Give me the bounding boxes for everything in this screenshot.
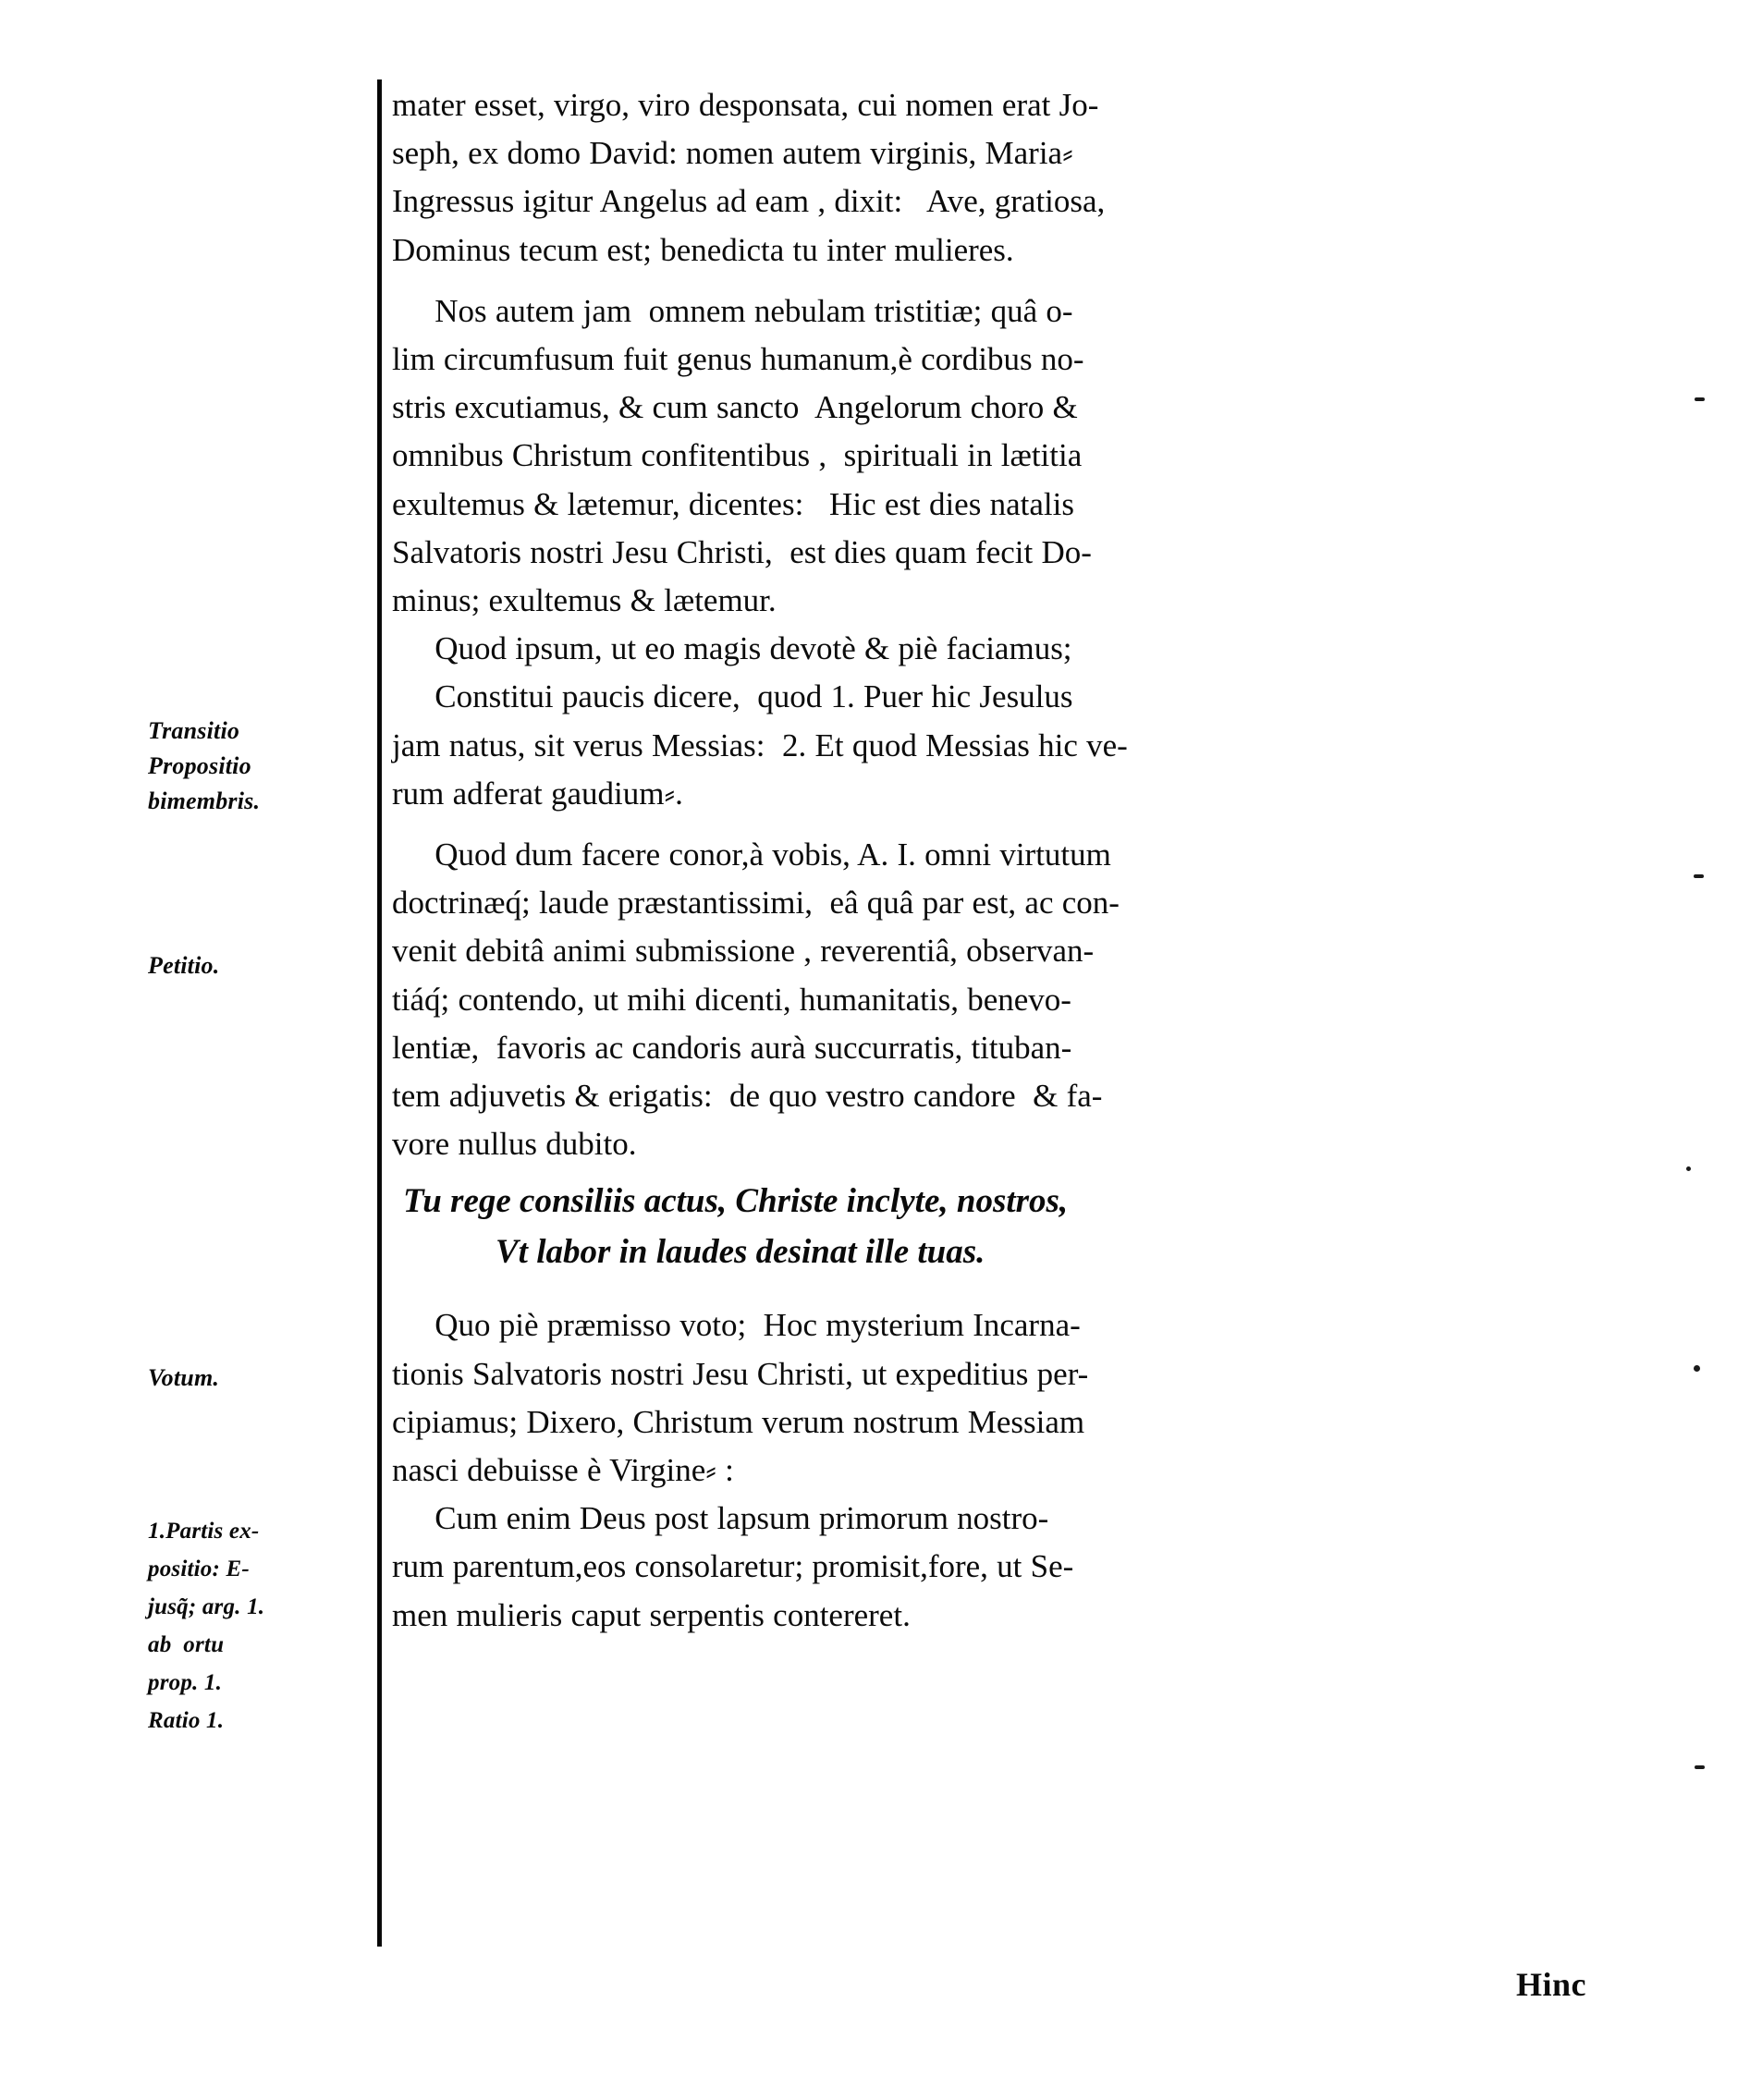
text-line: Salvatoris nostri Jesu Christi, est dies quam fecit Do- [392,533,1092,570]
text-line: lentiæ, favoris ac candoris aurà succurratis, tituban- [392,1029,1072,1066]
text-line: Quod ipsum, ut eo magis devotè & piè faciamus; [392,630,1072,667]
margin-note-line: Ratio 1. [148,1708,225,1733]
margin-note-line: bimembris. [148,788,261,814]
text-line: minus; exultemus & lætemur. [392,582,777,619]
margin-note-votum [139,1361,370,1396]
text-line: doctrinæq́; laude præstantissimi, eâ quâ par est, ac con- [392,885,1120,922]
text-line: nasci debuisse è Virgine⸗ : [392,1452,734,1489]
margin-note-line: jusq̃; arg. 1. [148,1594,265,1619]
text-line: Cum enim Deus post lapsum primorum nostro- [392,1500,1049,1537]
text-line: rum adferat gaudium⸗. [392,775,683,812]
paragraph-scripture-quotation [392,81,1590,275]
margin-note-line: positio: E- [148,1557,250,1581]
text-line: Ingressus igitur Angelus ad eam , dixit: Ave, gratiosa, [392,183,1106,220]
text-line: vore nullus dubito. [392,1126,637,1163]
margin-note-petitio [139,948,370,983]
margin-note-line: 1.Partis ex- [148,1519,260,1544]
text-line: Nos autem jam omnem nebulam tristitiæ; quâ o- [392,292,1073,329]
margin-note-line: prop. 1. [148,1670,223,1695]
verse-line: Vt labor in laudes desinat ille tuas. [496,1233,985,1272]
text-line: cipiamus; Dixero, Christum verum nostrum Messiam [392,1403,1085,1440]
text-line: mater esset, virgo, viro desponsata, cui nomen erat Jo- [392,87,1099,123]
paragraph-spacer [392,275,1590,287]
text-line: men mulieris caput serpentis contereret. [392,1596,911,1633]
text-line: lim circumfusum fuit genus humanum,è cordibus no- [392,341,1084,378]
margin-note-line: Propositio [148,752,251,779]
verse-line: Tu rege consiliis actus, Christe inclyte, nostros, [403,1182,1069,1221]
text-line: rum parentum,eos consolaretur; promisit,fore, ut Se- [392,1548,1074,1585]
text-line: jam natus, sit verus Messias: 2. Et quod Messias hic ve- [392,726,1128,763]
text-line: tem adjuvetis & erigatis: de quo vestro candore & fa- [392,1078,1103,1115]
paragraph-propositio-bimembris [392,673,1590,818]
scan-speck [1695,397,1705,401]
text-line: tionis Salvatoris nostri Jesu Christi, ut expeditius per- [392,1355,1089,1392]
scan-speck [1686,1166,1691,1171]
text-line: Quo piè præmisso voto; Hoc mysterium Incarna- [392,1307,1081,1344]
paragraph-quod-ipsum-transitio [392,625,1590,673]
paragraph-nos-autem-exhortation [392,287,1590,625]
paragraph-ratio-prima [392,1495,1590,1640]
paragraph-spacer [392,818,1590,831]
text-line: exultemus & lætemur, dicentes: Hic est dies natalis [392,485,1074,522]
text-line: Constitui paucis dicere, quod 1. Puer hic Jesulus [392,678,1073,715]
margin-note-line: Transitio [148,717,240,744]
margin-note-line: Petitio. [148,952,220,979]
paragraph-spacer [392,1277,1590,1301]
paragraph-partis-expositio [392,1301,1590,1495]
catchword: Hinc [1515,1966,1586,2003]
text-line: venit debitâ animi submissione , reverentiâ, observan- [392,933,1095,970]
margin-note-line: ab ortu [148,1632,225,1657]
column-rule [377,79,382,1947]
text-line: tiáq́; contendo, ut mihi dicenti, humanitatis, benevo- [392,981,1071,1018]
text-line: Quod dum facere conor,à vobis, A. I. omni virtutum [392,836,1111,873]
margin-note-line: Votum. [148,1364,220,1391]
text-line: stris excutiamus, & cum sancto Angelorum choro & [392,389,1078,426]
votum-verse-distich [392,1168,1590,1277]
margin-note-transitio [139,714,370,819]
text-line: Dominus tecum est; benedicta tu inter mulieres. [392,231,1014,268]
scan-speck [1694,1365,1700,1372]
text-line: seph, ex domo David: nomen autem virginis, Maria⸗ [392,135,1073,172]
paragraph-petitio [392,831,1590,1168]
body-text-column [392,81,1590,1640]
text-line: omnibus Christum confitentibus , spirituali in lætitia [392,437,1083,474]
scan-speck [1694,874,1704,878]
scan-speck [1695,1765,1705,1769]
margin-note-partis-expositio [139,1512,370,1740]
